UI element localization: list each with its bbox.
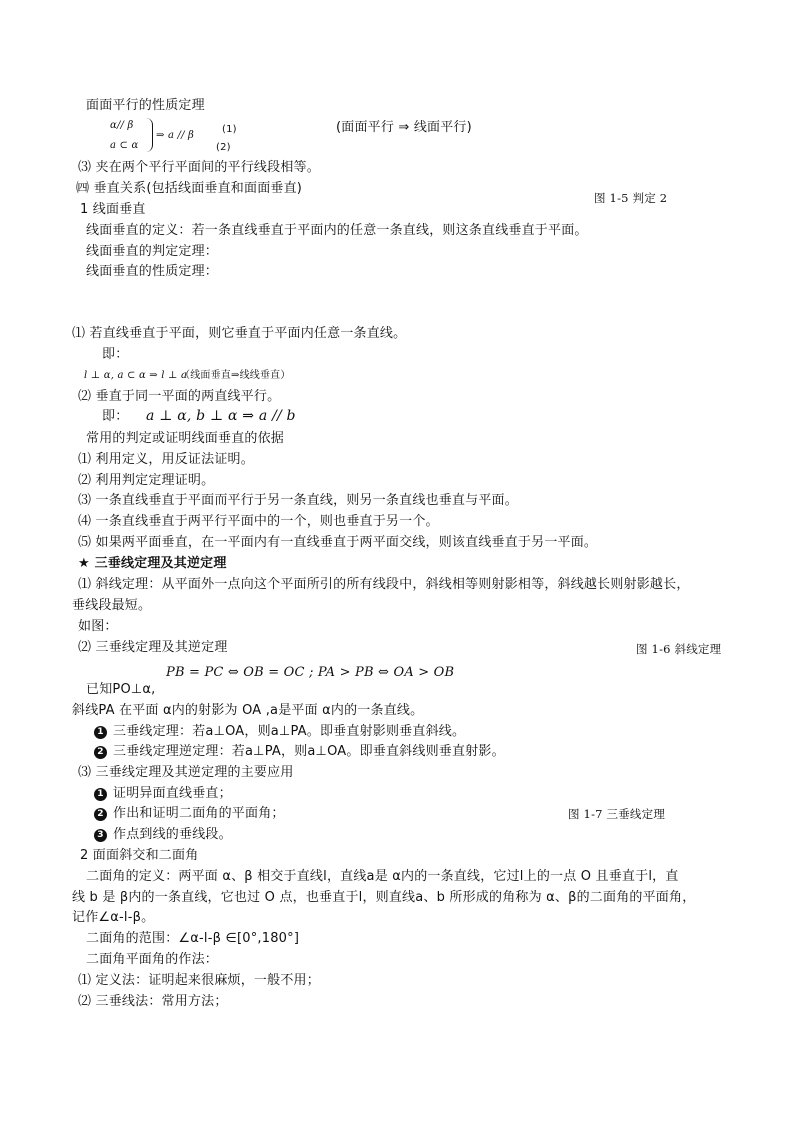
application-3-text: 作点到线的垂线段。 <box>113 827 232 842</box>
property-1: ⑴ 若直线垂直于平面，则它垂直于平面内任意一条直线。 <box>72 326 407 341</box>
basis-2: ⑵ 利用判定定理证明。 <box>78 473 215 488</box>
oblique-theorem-line-2: 垂线段最短。 <box>72 598 152 613</box>
application-3 <box>94 827 232 843</box>
item-3-parallel-segments: ⑶ 夹在两个平行平面间的平行线段相等。 <box>78 160 320 175</box>
basis-4: ⑷ 一条直线垂直于两平行平面中的一个，则也垂直于另一个。 <box>78 514 439 529</box>
application-1-text: 证明异面直线垂直； <box>113 786 232 801</box>
known-po-perp: 已知PO⊥α, <box>86 682 156 697</box>
basis-5: ⑸ 如果两平面垂直，在一平面内有一直线垂直于两平面交线，则该直线垂直于另一平面。 <box>78 535 598 550</box>
property-theorem: 线面垂直的性质定理： <box>86 264 219 279</box>
basis-3: ⑶ 一条直线垂直于平面而平行于另一条直线，则另一条直线也垂直与平面。 <box>78 493 518 508</box>
oblique-theorem-line-1: ⑴ 斜线定理：从平面外一点向这个平面所引的所有线段中，斜线相等则射影相等，斜线越长则射影越长， <box>78 577 690 592</box>
method-2: ⑵ 三垂线法：常用方法； <box>78 994 228 1009</box>
formula-brace <box>146 118 153 152</box>
property-1-formula: l ⊥ α, a ⊂ α ⇒ l ⊥ a <box>84 370 188 381</box>
common-basis-title: 常用的判定或证明线面垂直的依据 <box>86 431 285 446</box>
basis-1: ⑴ 利用定义，用反证法证明。 <box>78 452 254 467</box>
dihedral-definition-3: 记作∠α-l-β。 <box>72 910 155 925</box>
subsection-2-dihedral: 2 面面斜交和二面角 <box>80 848 199 863</box>
figure-caption-1-6: 图 1-6 斜线定理 <box>636 642 722 656</box>
formula-note: (面面平行 ⇒ 线面平行) <box>336 120 472 135</box>
formula-number-2: (2) <box>216 142 231 153</box>
subsection-1-line-plane-perp: 1 线面垂直 <box>80 202 146 217</box>
ji-label-1: 即： <box>102 347 129 362</box>
number-badge: 1 <box>94 726 107 739</box>
number-badge: 3 <box>94 829 107 842</box>
judgement-theorem: 线面垂直的判定定理： <box>86 244 219 259</box>
oblique-pa-projection: 斜线PA 在平面 α内的射影为 OA ,a是平面 α内的一条直线。 <box>72 703 424 718</box>
figure-caption-1-5: 图 1-5 判定 2 <box>594 191 668 205</box>
number-badge: 1 <box>94 788 107 801</box>
three-perp-theorem-title: ⑵ 三垂线定理及其逆定理 <box>78 640 228 655</box>
definition-line-plane-perp: 线面垂直的定义：若一条直线垂直于平面内的任意一条直线，则这条直线垂直于平面。 <box>86 223 588 238</box>
property-2: ⑵ 垂直于同一平面的两直线平行。 <box>78 389 281 404</box>
formula-number-1: (1) <box>222 124 237 135</box>
dihedral-method-title: 二面角平面角的作法： <box>86 952 219 967</box>
three-perp-converse-text: 三垂线定理逆定理：若a⊥PA，则a⊥OA。即垂直斜线则垂直射影。 <box>113 744 505 759</box>
dihedral-definition-1: 二面角的定义：两平面 α、β 相交于直线l，直线a是 α内的一条直线，它过l上的一点 O 且垂直于l，直 <box>86 869 679 884</box>
ji-label-2: 即： <box>102 409 129 424</box>
three-perp-theorem <box>94 724 465 740</box>
three-perp-converse <box>94 744 505 760</box>
three-perp-theorem-text: 三垂线定理：若a⊥OA，则a⊥PA。即垂直射影则垂直斜线。 <box>113 724 466 739</box>
star-section-title: ★ 三垂线定理及其逆定理 <box>78 556 227 571</box>
number-badge: 2 <box>94 746 107 759</box>
section-4-perpendicular: ㈣ 垂直关系(包括线面垂直和面面垂直) <box>76 181 303 196</box>
section-title-plane-parallel-property: 面面平行的性质定理 <box>86 98 205 113</box>
application-2 <box>94 806 285 822</box>
as-shown-label: 如图： <box>78 619 118 634</box>
property-1-note: （线面垂直⇒线线垂直） <box>180 370 291 381</box>
formula-result: ⇒ a // β <box>156 130 194 141</box>
oblique-formula: PB = PC ⇔ OB = OC ; PA > PB ⇔ OA > OB <box>166 665 455 680</box>
application-1 <box>94 786 232 802</box>
method-1: ⑴ 定义法：证明起来很麻烦，一般不用； <box>78 973 320 988</box>
formula-alpha-parallel-beta: α// β <box>110 120 134 131</box>
property-2-formula: a ⊥ α, b ⊥ α ⇒ a // b <box>146 408 296 424</box>
application-2-text: 作出和证明二面角的平面角； <box>113 806 285 821</box>
formula-a-subset-alpha: a ⊂ α <box>110 140 139 151</box>
three-perp-application-title: ⑶ 三垂线定理及其逆定理的主要应用 <box>78 765 294 780</box>
number-badge: 2 <box>94 808 107 821</box>
dihedral-definition-2: 线 b 是 β内的一条直线，它也过 O 点，也垂直于l，则直线a、b 所形成的角称为 α、β的二面角的平面角， <box>72 890 696 905</box>
figure-caption-1-7: 图 1-7 三垂线定理 <box>568 807 666 821</box>
dihedral-range: 二面角的范围：∠α-l-β ∈[0°,180°] <box>86 931 300 946</box>
